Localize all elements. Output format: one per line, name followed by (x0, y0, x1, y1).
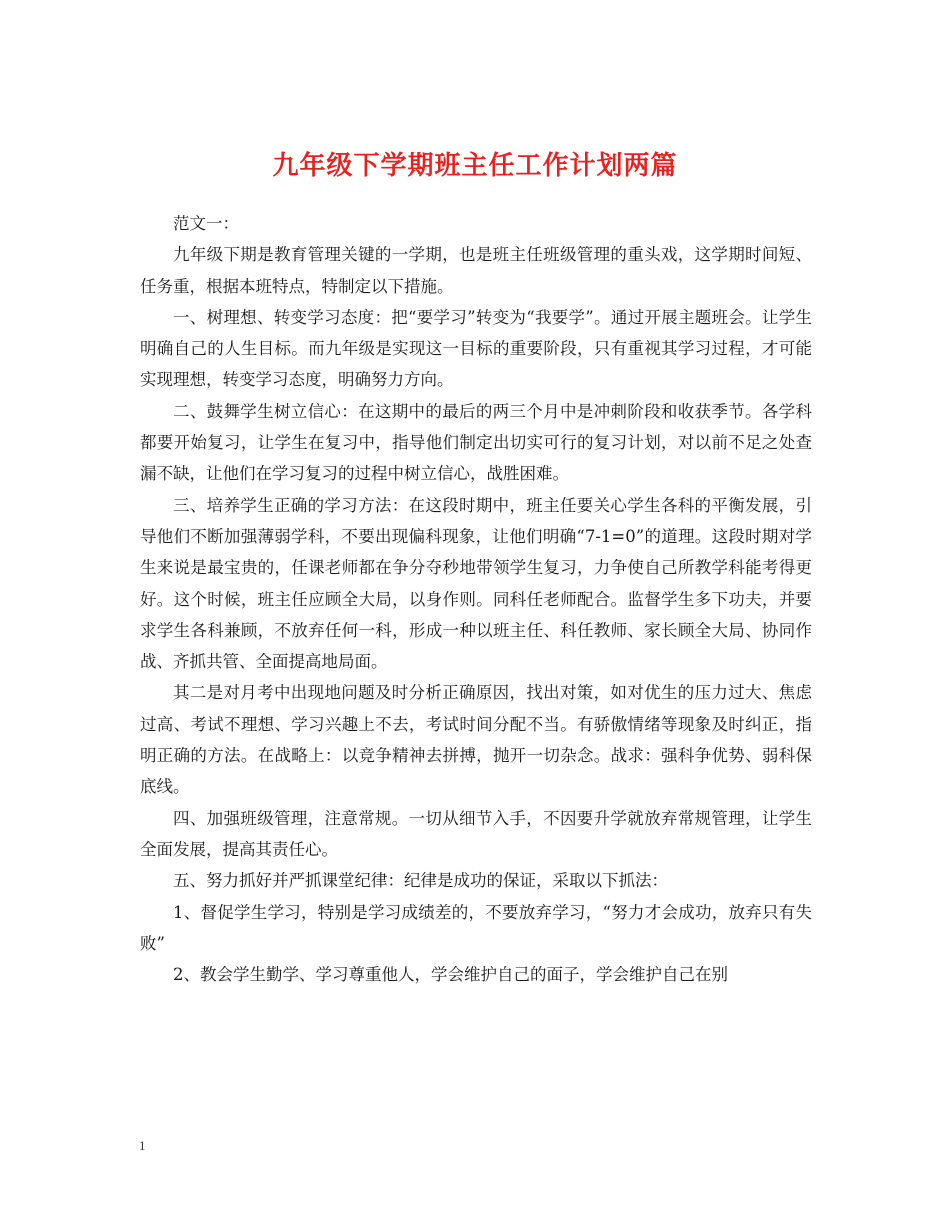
paragraph-section-1: 一、树理想、转变学习态度：把“要学习”转变为“我要学”。通过开展主题班会。让学生明确自己的人生目标。而九年级是实现这一目标的重要阶段，只有重视其学习过程，才可能实现理想，转变学习态度，明确努力方向。 (140, 307, 812, 390)
paragraph-section-3-cont: 其二是对月考中出现地问题及时分析正确原因，找出对策，如对优生的压力过大、焦虑过高、考试不理想、学习兴趣上不去，考试时间分配不当。有骄傲情绪等现象及时纠正，指明正确的方法。在战略上：以竞争精神去拼搏，抛开一切杂念。战求：强科争优势、弱科保底线。 (140, 683, 812, 797)
paragraph-intro: 九年级下期是教育管理关键的一学期，也是班主任班级管理的重头戏，这学期时间短、任务重，根据本班特点，特制定以下措施。 (140, 245, 812, 296)
document-title: 九年级下学期班主任工作计划两篇 (272, 151, 678, 182)
paragraph-section-4: 四、加强班级管理，注意常规。一切从细节入手，不因要升学就放弃常规管理，让学生全面发展，提高其责任心。 (140, 808, 812, 859)
paragraph-heading-sample-1: 范文一： (173, 214, 239, 233)
document-body (140, 208, 812, 990)
paragraph-section-5: 五、努力抓好并严抓课堂纪律：纪律是成功的保证，采取以下抓法： (173, 871, 668, 891)
paragraph-item-1: 1、督促学生学习，特别是学习成绩差的，不要放弃学习，“努力才会成功，放弃只有失败” (140, 902, 812, 953)
paragraph-item-2: 2、教会学生勤学、学习尊重他人，学会维护自己的面子，学会维护自己在别 (173, 965, 728, 985)
page-number: 1 (139, 1138, 146, 1153)
paragraph-section-3: 三、培养学生正确的学习方法：在这段时期中，班主任要关心学生各科的平衡发展，引导他们不断加强薄弱学科，不要出现偏科现象，让他们明确“7-1=0”的道理。这段时期对学生来说是最宝贵的，任课老师都在争分夺秒地带领学生复习，力争使自己所教学科能考得更好。这个时候，班主任应顾全大局，以身作则。同科任老师配合。监督学生多下功夫，并要求学生各科兼顾，不放弃任何一科，形成一种以班主任、科任教师、家长顾全大局、协同作战、齐抓共管、全面提高地局面。 (140, 495, 812, 672)
paragraph-section-2: 二、鼓舞学生树立信心：在这期中的最后的两三个月中是冲刺阶段和收获季节。各学科都要开始复习，让学生在复习中，指导他们制定出切实可行的复习计划，对以前不足之处查漏不缺，让他们在学习复习的过程中树立信心，战胜困难。 (140, 401, 812, 484)
